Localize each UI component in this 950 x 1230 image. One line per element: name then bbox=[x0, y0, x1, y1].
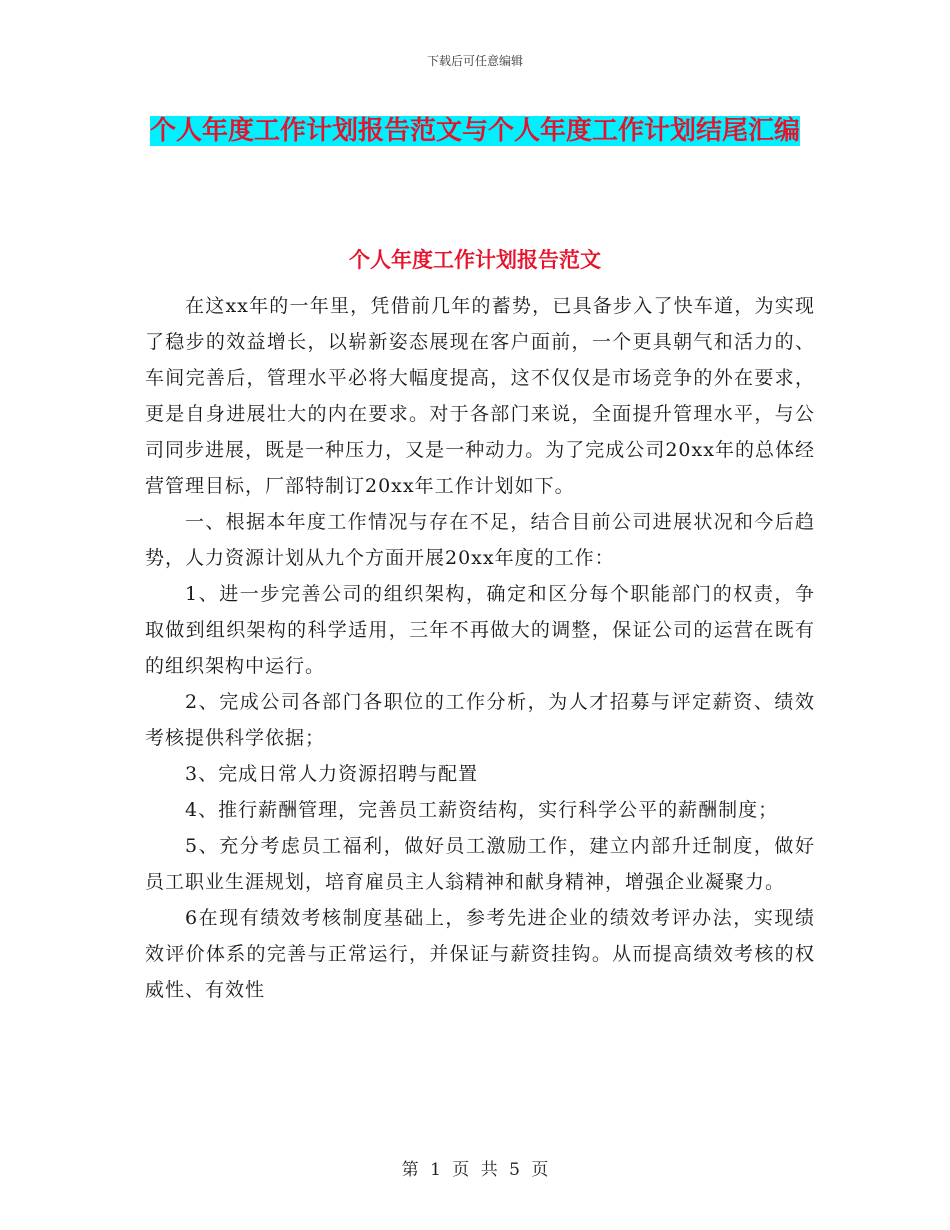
paragraph: 4、推行薪酬管理，完善员工薪资结构，实行科学公平的薪酬制度； bbox=[185, 799, 779, 821]
page-header-note: 下载后可任意编辑 bbox=[426, 54, 523, 68]
paragraph: 在这xx年的一年里，凭借前几年的蓄势，已具备步入了快车道，为实现了稳步的效益增长，以崭新姿态展现在客户面前，一个更具朝气和活力的、车间完善后，管理水平必将大幅度提高，这不仅仅是市场竞争的外在要求，更是自身进展壮大的内在要求。对于各部门来说，全面提升管理水平，与公司同步进展，既是一种压力，又是一种动力。为了完成公司20xx年的总体经营管理目标，厂部特制订20xx年工作计划如下。 bbox=[145, 295, 815, 497]
document-body bbox=[145, 288, 815, 1008]
paragraph: 一、根据本年度工作情况与存在不足，结合目前公司进展状况和今后趋势，人力资源计划从九个方面开展20xx年度的工作： bbox=[145, 511, 815, 569]
paragraph: 1、进一步完善公司的组织架构，确定和区分每个职能部门的权责，争取做到组织架构的科学适用，三年不再做大的调整，保证公司的运营在既有的组织架构中运行。 bbox=[145, 583, 815, 677]
section-heading: 个人年度工作计划报告范文 bbox=[349, 248, 601, 272]
page-number: 第 1 页 共 5 页 bbox=[401, 1160, 549, 1180]
paragraph: 6在现有绩效考核制度基础上，参考先进企业的绩效考评办法，实现绩效评价体系的完善与正常运行，并保证与薪资挂钩。从而提高绩效考核的权威性、有效性 bbox=[145, 907, 815, 1001]
paragraph: 5、充分考虑员工福利，做好员工激励工作，建立内部升迁制度，做好员工职业生涯规划，培育雇员主人翁精神和献身精神，增强企业凝聚力。 bbox=[145, 835, 815, 893]
document-title-text: 个人年度工作计划报告范文与个人年度工作计划结尾汇编 bbox=[149, 116, 800, 146]
paragraph: 2、完成公司各部门各职位的工作分析，为人才招募与评定薪资、绩效考核提供科学依据； bbox=[145, 691, 815, 749]
document-title bbox=[140, 110, 810, 152]
paragraph: 3、完成日常人力资源招聘与配置 bbox=[185, 763, 479, 785]
